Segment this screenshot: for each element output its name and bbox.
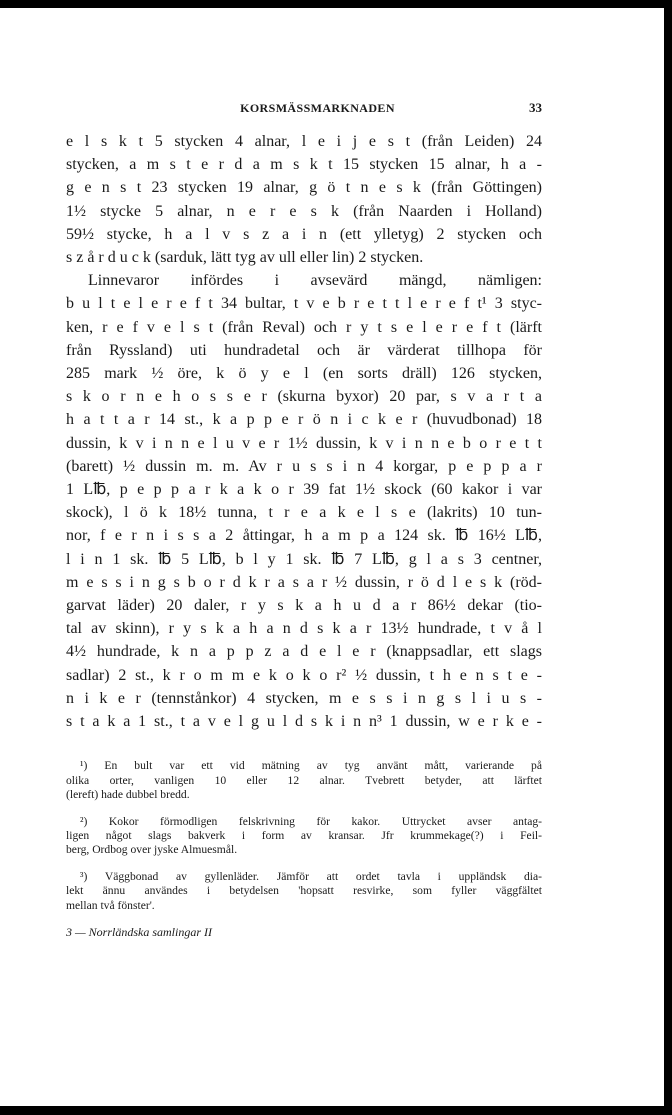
footnote-line: ²) Kokor förmodligen felskrivning för kakor. Uttrycket avser antag- [80, 814, 542, 828]
footnote-line: berg, Ordbog over jyske Almuesmål. [66, 843, 238, 857]
footnote-line: ligen något slags bakverk i form av kransar. Jfr krummekage(?) i Feil- [66, 828, 542, 842]
text-line: e l s k t 5 stycken 4 alnar, l e i j e s t (från Leiden) 24 [66, 133, 542, 150]
footnote-line: ¹) En bult var ett vid mätning av tyg använt mått, varierande på [80, 759, 542, 773]
text-line: m e s s i n g s b o r d k r a s a r ½ dussin, r ö d l e s k (röd- [66, 573, 542, 591]
text-line: (barett) ½ dussin m. m. Av r u s s i n 4 korgar, p e p p a r [66, 457, 542, 475]
text-line: 1½ stycke 5 alnar, n e r e s k (från Naarden i Holland) [66, 202, 542, 220]
text-line: ken, r e f v e l s t (från Reval) och r y t s e l e r e f t (lärft [66, 318, 542, 336]
text-line: tal av skinn), r y s k a h a n d s k a r 13½ hundrade, t v å l [66, 620, 542, 638]
footnote-2 [66, 815, 542, 858]
text-line: dussin, k v i n n e l u v e r 1½ dussin, k v i n n e b o r e t t [66, 434, 542, 452]
footnotes [66, 759, 542, 939]
text-line: g e n s t 23 stycken 19 alnar, g ö t n e s k (från Göttingen) [66, 179, 542, 197]
scan-border-bottom [0, 1106, 672, 1115]
signature-mark: 3 — Norrländska samlingar II [66, 924, 213, 939]
footnote-line: ³) Väggbonad av gyllenläder. Jämför att ordet tavla i uppländsk dia- [80, 869, 542, 883]
text-line: skock), l ö k 18½ tunna, t r e a k e l s e (lakrits) 10 tun- [66, 504, 542, 522]
text-line: nor, f e r n i s s a 2 åttingar, h a m p a 124 sk. ℔ 16½ L℔, [66, 527, 542, 545]
page-number: 33 [529, 100, 542, 115]
footnote-line: lekt ännu användes i betydelsen 'hopsatt resvirke, som fyller väggfältet [66, 884, 542, 898]
text-line: h a t t a r 14 st., k a p p e r ö n i c k e r (huvudbonad) 18 [66, 411, 542, 429]
text-line: 4½ hundrade, k n a p p z a d e l e r (knappsadlar, ett slags [66, 643, 542, 661]
text-line: b u l t e l e r e f t 34 bultar, t v e b r e t t l e r e f t¹ 3 styc- [66, 295, 542, 313]
text-line: l i n 1 sk. ℔ 5 L℔, b l y 1 sk. ℔ 7 L℔, g l a s 3 centner, [66, 550, 542, 568]
footnote-line: mellan två fönster'. [66, 898, 155, 912]
text-line: s z å r d u c k (sarduk, lätt tyg av ull eller lin) 2 stycken. [66, 249, 424, 267]
footnote-1 [66, 759, 542, 802]
text-line: s k o r n e h o s s e r (skurna byxor) 20 par, s v a r t a [66, 388, 542, 406]
text-line: stycken, a m s t e r d a m s k t 15 stycken 15 alnar, h a - [66, 156, 542, 174]
footnote-3 [66, 870, 542, 913]
text-line: n i k e r (tennstånkor) 4 stycken, m e s s i n g s l i u s - [66, 689, 542, 707]
text-line: garvat läder) 20 daler, r y s k a h u d a r 86½ dekar (tio- [66, 597, 542, 615]
running-title: KORSMÄSSMARKNADEN [240, 101, 395, 115]
running-header [66, 100, 542, 122]
text-line: 1 L℔, p e p p a r k a k o r 39 fat 1½ skock (60 kakor i var [66, 481, 542, 499]
text-line: Linnevaror infördes i avsevärd mängd, nämligen: [88, 272, 542, 290]
text-line: från Ryssland) uti hundradetal och är värderat tillhopa för [66, 341, 542, 359]
body-text [66, 130, 542, 733]
footnote-line: olika orter, vanligen 10 eller 12 alnar. Tvebrett betyder, att lärftet [66, 773, 542, 787]
footnote-line: (lereft) hade dubbel bredd. [66, 788, 190, 802]
text-line: sadlar) 2 st., k r o m m e k o k o r² ½ dussin, t h e n s t e - [66, 666, 542, 684]
text-line: 285 mark ½ öre, k ö y e l (en sorts dräll) 126 stycken, [66, 365, 542, 383]
scan-border-right [664, 0, 672, 1115]
text-line: s t a k a 1 st., t a v e l g u l d s k i n n³ 1 dussin, w e r k e - [66, 713, 542, 731]
book-page [66, 100, 542, 939]
text-line: 59½ stycke, h a l v s z a i n (ett ylletyg) 2 stycken och [66, 225, 542, 243]
scan-border-top [0, 0, 672, 8]
